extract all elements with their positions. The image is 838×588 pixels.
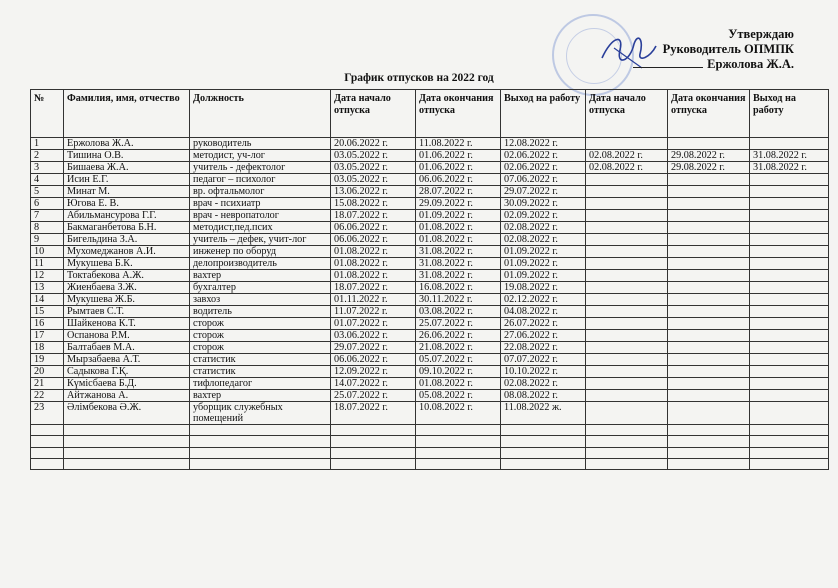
table-cell [668,174,750,186]
table-row [31,222,829,234]
table-cell [668,246,750,258]
table-cell: 06.06.2022 г. [416,174,501,186]
table-cell [586,138,668,150]
table-cell [668,270,750,282]
table-cell: 14 [31,294,64,306]
table-cell: 11.07.2022 г. [331,306,416,318]
table-cell: 01.06.2022 г. [416,162,501,174]
table-cell: 31.08.2022 г. [416,246,501,258]
table-cell: 01.08.2022 г. [416,234,501,246]
table-cell [750,306,829,318]
table-row [31,210,829,222]
table-cell [668,186,750,198]
table-cell: 10.10.2022 г. [501,366,586,378]
table-cell: врач - невропатолог [190,210,331,222]
table-cell [586,210,668,222]
empty-cell [190,458,331,469]
table-cell: методист,пед.псих [190,222,331,234]
empty-cell [750,425,829,436]
table-cell: 04.08.2022 г. [501,306,586,318]
table-row [31,258,829,270]
table-cell: Бакмаганбетова Б.Н. [64,222,190,234]
table-cell [586,318,668,330]
table-cell [750,318,829,330]
table-cell: 03.05.2022 г. [331,162,416,174]
table-cell: Күмісбаева Б.Д. [64,378,190,390]
table-cell [750,294,829,306]
empty-cell [501,458,586,469]
table-cell: 29.08.2022 г. [668,162,750,174]
table-cell: 03.05.2022 г. [331,150,416,162]
table-cell: 10.08.2022 г. [416,402,501,425]
empty-cell [586,447,668,458]
table-cell: 8 [31,222,64,234]
empty-cell [586,458,668,469]
table-cell [668,294,750,306]
empty-cell [750,447,829,458]
header-return-2: Выход на работу [750,90,829,138]
table-cell [750,210,829,222]
empty-cell [668,447,750,458]
table-cell [750,246,829,258]
empty-cell [331,436,416,447]
table-cell: 11 [31,258,64,270]
empty-cell [750,436,829,447]
table-row [31,198,829,210]
table-cell [750,174,829,186]
empty-row [31,458,829,469]
table-cell [750,270,829,282]
table-cell: Мухомеджанов А.И. [64,246,190,258]
empty-cell [190,447,331,458]
table-cell [668,234,750,246]
table-row [31,330,829,342]
table-cell: 11.08.2022 ж. [501,402,586,425]
table-row [31,138,829,150]
empty-cell [331,447,416,458]
table-cell [586,306,668,318]
table-cell: 01.08.2022 г. [416,222,501,234]
table-row [31,390,829,402]
header-end-2: Дата окончания отпуска [668,90,750,138]
table-row [31,150,829,162]
empty-cell [64,436,190,447]
table-cell: 18.07.2022 г. [331,210,416,222]
table-cell: Мукушева Б.К. [64,258,190,270]
table-cell [668,198,750,210]
table-cell: 06.06.2022 г. [331,222,416,234]
table-cell: Мукушева Ж.Б. [64,294,190,306]
approval-block [534,27,794,72]
table-cell: 02.08.2022 г. [501,234,586,246]
empty-cell [64,425,190,436]
table-cell: 18.07.2022 г. [331,282,416,294]
table-cell [750,234,829,246]
table-cell: 20 [31,366,64,378]
table-cell: 02.08.2022 г. [586,150,668,162]
table-cell [668,366,750,378]
table-cell: 12.09.2022 г. [331,366,416,378]
table-cell: 07.06.2022 г. [501,174,586,186]
table-cell: 02.12.2022 г. [501,294,586,306]
table-cell: 02.08.2022 г. [501,378,586,390]
table-cell: 7 [31,210,64,222]
approval-line-1: Утверждаю [728,27,794,41]
approval-line-3 [534,57,794,72]
empty-cell [331,458,416,469]
table-cell: 14.07.2022 г. [331,378,416,390]
table-cell: 07.07.2022 г. [501,354,586,366]
table-cell: 27.06.2022 г. [501,330,586,342]
table-cell: бухгалтер [190,282,331,294]
table-cell: 01.08.2022 г. [416,378,501,390]
table-cell [668,222,750,234]
table-cell: 25.07.2022 г. [331,390,416,402]
table-cell: 19 [31,354,64,366]
table-cell: 21 [31,378,64,390]
table-cell: 31.08.2022 г. [416,270,501,282]
empty-cell [586,425,668,436]
table-cell [668,282,750,294]
table-cell: 05.07.2022 г. [416,354,501,366]
table-cell: 09.10.2022 г. [416,366,501,378]
empty-cell [416,447,501,458]
table-cell [586,174,668,186]
empty-row [31,425,829,436]
table-cell: 03.05.2022 г. [331,174,416,186]
empty-cell [501,447,586,458]
table-cell [750,330,829,342]
empty-cell [190,436,331,447]
table-cell: 19.08.2022 г. [501,282,586,294]
table-cell: Рымтаев С.Т. [64,306,190,318]
table-cell: Исин Е.Г. [64,174,190,186]
table-cell: 21.08.2022 г. [416,342,501,354]
table-cell: 26.06.2022 г. [416,330,501,342]
table-row [31,306,829,318]
vacation-schedule-table [30,89,829,470]
table-row [31,270,829,282]
table-cell [586,282,668,294]
table-cell [750,342,829,354]
table-cell: 13 [31,282,64,294]
table-cell: 10 [31,246,64,258]
table-cell: руководитель [190,138,331,150]
header-end-1: Дата окончания отпуска [416,90,501,138]
table-cell: 29.07.2022 г. [331,342,416,354]
table-cell: 30.11.2022 г. [416,294,501,306]
table-cell: 08.08.2022 г. [501,390,586,402]
table-row [31,186,829,198]
header-return-1: Выход на работу [501,90,586,138]
table-cell: 28.07.2022 г. [416,186,501,198]
empty-cell [750,458,829,469]
table-cell: уборщик служебных помещений [190,402,331,425]
table-cell: 01.11.2022 г. [331,294,416,306]
table-row [31,342,829,354]
table-cell [586,234,668,246]
table-cell: учитель - дефектолог [190,162,331,174]
table-cell [750,378,829,390]
table-cell [750,354,829,366]
table-cell: Токтабекова А.Ж. [64,270,190,282]
table-cell: 30.09.2022 г. [501,198,586,210]
table-row [31,174,829,186]
empty-cell [31,458,64,469]
page-title: График отпусков на 2022 год [344,72,494,84]
table-cell: 22 [31,390,64,402]
table-cell [586,270,668,282]
table-cell: 02.08.2022 г. [501,222,586,234]
table-cell [668,390,750,402]
table-cell: Әлімбекова Ә.Ж. [64,402,190,425]
empty-cell [668,458,750,469]
table-cell: инженер по оборуд [190,246,331,258]
table-cell: Мырзабаева А.Т. [64,354,190,366]
table-cell [668,210,750,222]
table-cell: 13.06.2022 г. [331,186,416,198]
table-cell: 02.08.2022 г. [586,162,668,174]
table-cell: 12 [31,270,64,282]
table-cell: 31.08.2022 г. [750,150,829,162]
table-header-row [31,90,829,138]
table-cell [750,198,829,210]
table-cell: вр. офтальмолог [190,186,331,198]
table-cell: 02.06.2022 г. [501,150,586,162]
table-cell: учитель – дефек, учит-лог [190,234,331,246]
empty-cell [668,436,750,447]
table-cell: 01.07.2022 г. [331,318,416,330]
empty-cell [501,436,586,447]
table-cell: 5 [31,186,64,198]
empty-cell [31,425,64,436]
empty-cell [31,447,64,458]
empty-row [31,447,829,458]
header-num: № [31,90,64,138]
table-row [31,366,829,378]
table-cell: Балтабаев М.А. [64,342,190,354]
table-cell: 16.08.2022 г. [416,282,501,294]
table-row [31,354,829,366]
table-cell: 16 [31,318,64,330]
table-cell [586,402,668,425]
table-cell: 03.08.2022 г. [416,306,501,318]
table-cell: 01.09.2022 г. [501,270,586,282]
table-cell: Жиенбаева З.Ж. [64,282,190,294]
table-cell: врач - психиатр [190,198,331,210]
table-row [31,318,829,330]
table-cell [750,138,829,150]
table-cell [586,390,668,402]
table-cell: тифлопедагог [190,378,331,390]
table-cell [668,318,750,330]
table-cell [586,366,668,378]
table-cell: 1 [31,138,64,150]
table-row [31,162,829,174]
approver-name: Ержолова Ж.А. [707,57,794,71]
table-cell: 01.09.2022 г. [416,210,501,222]
table-cell: 3 [31,162,64,174]
empty-cell [64,447,190,458]
table-cell: Минат М. [64,186,190,198]
table-row [31,282,829,294]
table-row [31,294,829,306]
table-cell: 02.09.2022 г. [501,210,586,222]
empty-cell [586,436,668,447]
table-cell: 05.08.2022 г. [416,390,501,402]
table-cell [586,378,668,390]
table-cell: методист, уч-лог [190,150,331,162]
table-cell: 11.08.2022 г. [416,138,501,150]
table-cell [750,258,829,270]
table-cell: Садыкова Г.Қ. [64,366,190,378]
table-cell: водитель [190,306,331,318]
table-cell: Бишаева Ж.А. [64,162,190,174]
table-row [31,246,829,258]
table-cell: 20.06.2022 г. [331,138,416,150]
table-cell: вахтер [190,270,331,282]
table-cell [668,378,750,390]
table-cell [586,198,668,210]
table-cell [750,222,829,234]
table-cell: 31.08.2022 г. [750,162,829,174]
table-cell [668,138,750,150]
table-cell: 01.08.2022 г. [331,258,416,270]
header-start-2: Дата начало отпуска [586,90,668,138]
table-cell: 15.08.2022 г. [331,198,416,210]
empty-cell [416,425,501,436]
table-cell [668,402,750,425]
empty-row [31,436,829,447]
approval-line-2: Руководитель ОПМПК [662,42,794,56]
table-cell [668,342,750,354]
table-cell: 2 [31,150,64,162]
table-cell: педагог – психолог [190,174,331,186]
table-cell: 18 [31,342,64,354]
table-cell: 4 [31,174,64,186]
header-position: Должность [190,90,331,138]
table-cell [750,366,829,378]
table-cell [750,186,829,198]
table-cell [750,402,829,425]
table-cell: Бигельдина З.А. [64,234,190,246]
table-cell [586,330,668,342]
table-cell: Тишина О.В. [64,150,190,162]
table-cell: 01.06.2022 г. [416,150,501,162]
table-cell: Оспанова Р.М. [64,330,190,342]
table-cell [586,258,668,270]
table-cell: 01.09.2022 г. [501,258,586,270]
table-cell [668,354,750,366]
table-cell: 23 [31,402,64,425]
table-cell: Ержолова Ж.А. [64,138,190,150]
empty-cell [668,425,750,436]
table-cell [668,306,750,318]
table-cell: 03.06.2022 г. [331,330,416,342]
table-cell [668,258,750,270]
table-cell [586,222,668,234]
empty-cell [31,436,64,447]
empty-cell [501,425,586,436]
table-cell [668,330,750,342]
table-cell: вахтер [190,390,331,402]
table-row [31,378,829,390]
table-cell: 01.08.2022 г. [331,270,416,282]
table-cell: 29.08.2022 г. [668,150,750,162]
table-cell: 18.07.2022 г. [331,402,416,425]
header-name: Фамилия, имя, отчество [64,90,190,138]
table-cell: 06.06.2022 г. [331,234,416,246]
table-cell: 6 [31,198,64,210]
table-cell: Абильмансурова Г.Г. [64,210,190,222]
table-cell [750,282,829,294]
empty-cell [64,458,190,469]
table-cell: Айтжанова А. [64,390,190,402]
table-cell: делопроизводитель [190,258,331,270]
table-cell: 29.09.2022 г. [416,198,501,210]
table-row [31,234,829,246]
table-cell: статистик [190,366,331,378]
empty-cell [331,425,416,436]
table-cell: 15 [31,306,64,318]
table-cell: 02.06.2022 г. [501,162,586,174]
table-cell [586,186,668,198]
table-row [31,402,829,425]
table-cell: 06.06.2022 г. [331,354,416,366]
table-cell: завхоз [190,294,331,306]
table-cell: 29.07.2022 г. [501,186,586,198]
table-cell: Югова Е. В. [64,198,190,210]
table-cell: статистик [190,354,331,366]
table-cell: 12.08.2022 г. [501,138,586,150]
table-cell: 25.07.2022 г. [416,318,501,330]
table-cell: 01.09.2022 г. [501,246,586,258]
table-cell: 22.08.2022 г. [501,342,586,354]
table-cell: 17 [31,330,64,342]
empty-cell [416,436,501,447]
table-cell: сторож [190,342,331,354]
header-start-1: Дата начало отпуска [331,90,416,138]
table-cell [586,246,668,258]
table-cell: 9 [31,234,64,246]
empty-cell [190,425,331,436]
table-cell: сторож [190,330,331,342]
table-cell: 31.08.2022 г. [416,258,501,270]
table-cell: 26.07.2022 г. [501,318,586,330]
table-cell [586,342,668,354]
table-cell [586,354,668,366]
table-cell: сторож [190,318,331,330]
table-cell: 01.08.2022 г. [331,246,416,258]
table-cell: Шайкенова К.Т. [64,318,190,330]
empty-cell [416,458,501,469]
table-cell [750,390,829,402]
table-cell [586,294,668,306]
